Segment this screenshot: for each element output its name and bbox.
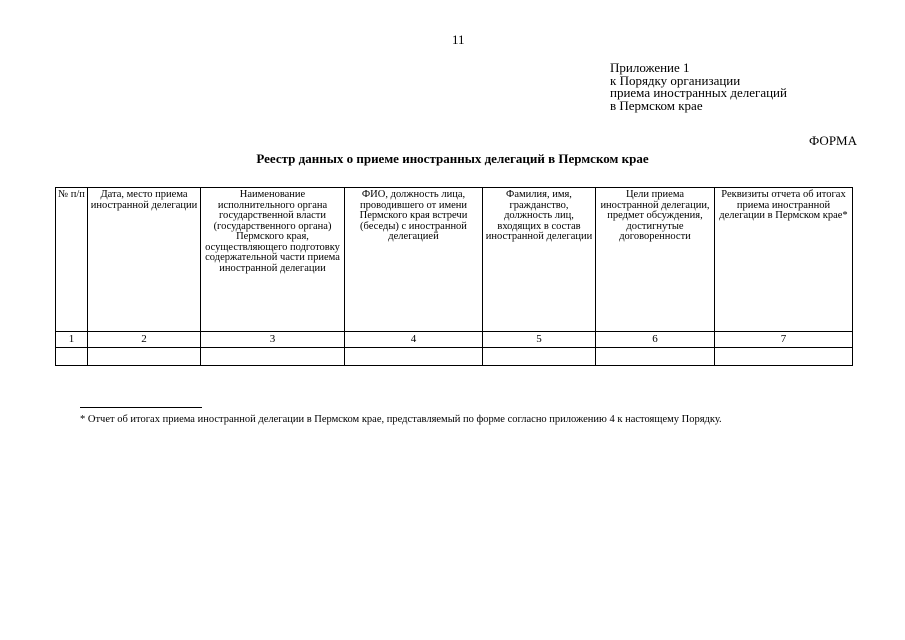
appendix-line: приема иностранных делегаций	[610, 85, 787, 100]
column-number: 2	[88, 332, 201, 348]
document-title: Реестр данных о приеме иностранных делегаций в Пермском крае	[256, 151, 649, 166]
column-number: 1	[56, 332, 88, 348]
form-label: ФОРМА	[809, 133, 857, 148]
column-number: 7	[715, 332, 853, 348]
table-header-row	[56, 188, 853, 332]
header-number: № п/п	[56, 188, 88, 332]
header-report-details: Реквизиты отчета об итогах приема иностранной делегации в Пермском крае*	[715, 188, 853, 332]
appendix-block	[610, 62, 787, 112]
footnote: * Отчет об итогах приема иностранной делегации в Пермском крае, представляемый по форме согласно приложению 4 к настоящему Порядку.	[80, 414, 722, 425]
header-goals: Цели приема иностранной делегации, предмет обсуждения, достигнутые договоренности	[596, 188, 715, 332]
table-cell	[201, 348, 345, 366]
column-number: 3	[201, 332, 345, 348]
header-date-place: Дата, место приема иностранной делегации	[88, 188, 201, 332]
table-numbering-row	[56, 332, 853, 348]
header-delegation-members: Фамилия, имя, гражданство, должность лиц, входящих в состав иностранной делегации	[483, 188, 596, 332]
appendix-line: к Порядку организации	[610, 72, 741, 88]
table-row	[56, 348, 853, 366]
table-cell	[88, 348, 201, 366]
table-cell	[715, 348, 853, 366]
column-number: 5	[483, 332, 596, 348]
appendix-line: Приложение 1	[610, 60, 690, 75]
table-cell	[56, 348, 88, 366]
table-cell	[345, 348, 483, 366]
header-official: ФИО, должность лица, проводившего от имени Пермского края встречи (беседы) с иностранной делегацией	[345, 188, 483, 332]
table-cell	[483, 348, 596, 366]
header-executive-body: Наименование исполнительного органа государственной власти (государственного органа) Пермского края, осуществляющего подготовку содержательной части приема иностранной делегации	[201, 188, 345, 332]
column-number: 4	[345, 332, 483, 348]
page-number: 11	[452, 32, 465, 47]
table-cell	[596, 348, 715, 366]
column-number: 6	[596, 332, 715, 348]
footnote-divider	[80, 407, 202, 408]
registry-table	[55, 187, 853, 366]
appendix-line: в Пермском крае	[610, 97, 703, 113]
